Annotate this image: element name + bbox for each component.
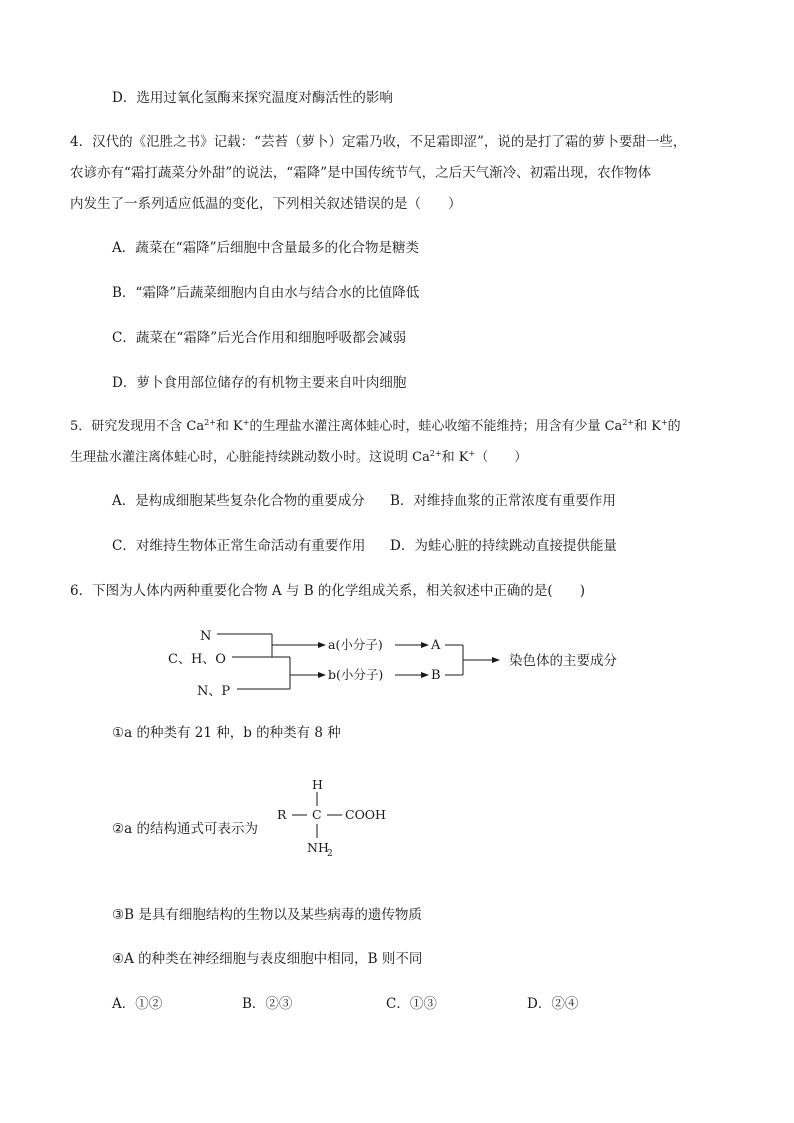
q5-stem-line1: 5．研究发现用不含 $Ca^{2+}$和 K+的生理盐水灌注离体蛙心时，蛙心收缩不能维持；用含有少量 $Ca^{2+}$和 K+的: [70, 418, 681, 434]
small-molecule-b-label: b(小分子): [328, 667, 384, 682]
q4-stem-line1: 4．汉代的《氾胜之书》记载：“芸苔（萝卜）定霜乃收，不足霜即涩”，说的是打了霜的萝卜要甜一些，: [70, 134, 687, 150]
q5-option-b: B．对维持血浆的正常浓度有重要作用: [390, 493, 616, 509]
compound-b-label: B: [431, 668, 441, 683]
q4-stem-line2: 农谚亦有“霜打蔬菜分外甜”的说法，“霜降”是中国传统节气，之后天气渐冷、初霜出现，农作物体: [70, 165, 652, 181]
q6-option-a: A．①②: [112, 996, 163, 1012]
q4-option-c: C．蔬菜在“霜降”后光合作用和细胞呼吸都会减弱: [112, 330, 407, 346]
formula-h: H: [312, 777, 323, 792]
formula-r: R: [277, 807, 287, 822]
q6-statement-2: ②a 的结构通式可表示为: [112, 821, 258, 837]
element-n-label: N: [200, 629, 212, 644]
q6-stem: 6．下图为人体内两种重要化合物 A 与 B 的化学组成关系，相关叙述中正确的是( ): [70, 583, 585, 599]
q6-statement-3: ③B 是具有细胞结构的生物以及某些病毒的遗传物质: [112, 907, 422, 923]
q4-option-b: B．“霜降”后蔬菜细胞内自由水与结合水的比值降低: [112, 285, 420, 301]
q3-option-d: D．选用过氧化氢酶来探究温度对酶活性的影响: [112, 90, 393, 106]
q4-stem-line3: 内发生了一系列适应低温的变化，下列相关叙述错误的是（ ）: [70, 196, 462, 212]
compound-a-label: A: [431, 638, 441, 653]
q6-option-c: C．①③: [386, 996, 437, 1012]
formula-cooh: COOH: [345, 807, 386, 822]
q6-option-b: B．②③: [242, 996, 293, 1012]
q6-statement-1: ①a 的种类有 21 种，b 的种类有 8 种: [112, 725, 341, 741]
q5-option-a: A．是构成细胞某些复杂化合物的重要成分: [112, 493, 365, 509]
q5-stem-line2: 生理盐水灌注离体蛙心时，心脏能持续跳动数小时。这说明 $Ca^{2+}$和 K+（ ）: [70, 449, 528, 465]
q4-option-a: A．蔬菜在“霜降”后细胞中含量最多的化合物是糖类: [112, 240, 420, 256]
q6-option-d: D．②④: [527, 996, 579, 1012]
formula-nh-subscript: 2: [327, 849, 333, 859]
formula-c: C: [312, 807, 322, 822]
q5-option-d: D．为蛙心脏的持续跳动直接提供能量: [390, 538, 617, 554]
small-molecule-a-label: a(小分子): [328, 637, 383, 652]
chromosome-component-label: 染色体的主要成分: [509, 653, 617, 669]
q4-option-d: D．萝卜食用部位储存的有机物主要来自叶肉细胞: [112, 375, 407, 391]
element-cho-label: C、H、O: [168, 652, 226, 667]
q5-option-c: C．对维持生物体正常生命活动有重要作用: [112, 538, 366, 554]
formula-nh: NH: [307, 840, 329, 855]
element-np-label: N、P: [197, 684, 231, 699]
q6-statement-4: ④A 的种类在神经细胞与表皮细胞中相同，B 则不同: [112, 951, 423, 967]
